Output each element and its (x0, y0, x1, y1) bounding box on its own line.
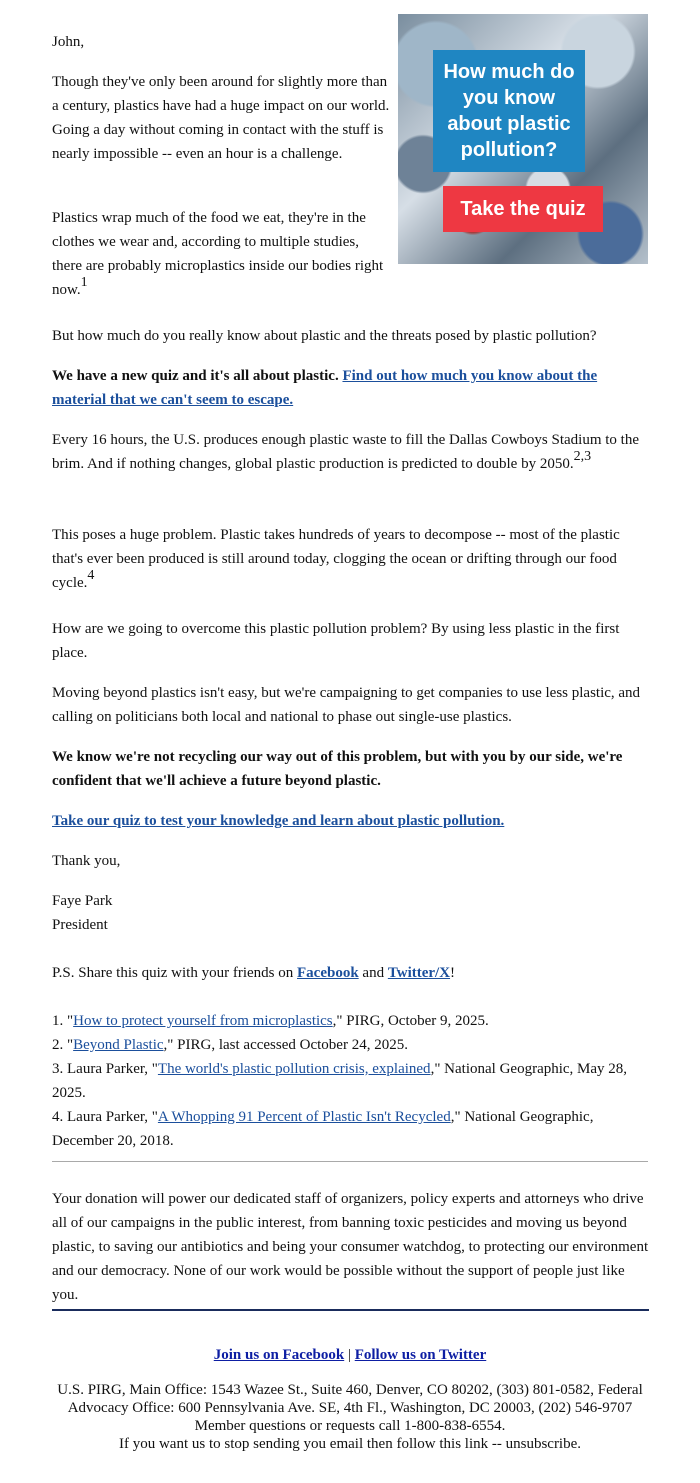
footer-divider (52, 1309, 649, 1311)
ps-and: and (362, 965, 385, 981)
paragraph-plastics-wrap (52, 206, 392, 302)
paragraph-intro: Though they've only been around for slightly more than a century, plastics have had a huge impact on our world. Going a day without coming in contact with the stuff is nearly impossible -- even an hour is a challenge. (52, 74, 390, 162)
reference-prefix: 3. Laura Parker, " (52, 1061, 158, 1077)
paragraph-overcome: How are we going to overcome this plastic pollution problem? By using less plastic in the first place. (52, 621, 620, 661)
paragraph-recycling: We know we're not recycling our way out of this problem, but with you by our side, we're confident that we'll achieve a future beyond plastic. (52, 749, 623, 789)
take-quiz-link[interactable]: Take our quiz to test your knowledge and learn about plastic pollution. (52, 813, 505, 829)
quiz-promo-image[interactable] (398, 14, 648, 264)
ps-suffix: ! (450, 965, 456, 981)
paragraph-decompose-text: This poses a huge problem. Plastic takes hundreds of years to decompose -- most of the plastic that's ever been produced is still around today, clogging the ocean or drifting through our food cycle. (52, 527, 620, 591)
promo-question: How much do you know about plastic pollution? (433, 50, 585, 172)
reference-prefix: 4. Laura Parker, " (52, 1109, 158, 1125)
reference-link-4[interactable]: A Whopping 91 Percent of Plastic Isn't Recycled (157, 1109, 451, 1125)
divider (52, 1161, 648, 1162)
footer-facebook-link[interactable]: Join us on Facebook (213, 1347, 345, 1363)
reference-suffix: ," National Geographic, December 20, 2018. (52, 1109, 594, 1149)
new-quiz-bold: We have a new quiz and it's all about plastic. (52, 368, 339, 384)
greeting: John, (52, 34, 85, 50)
reference-link-2[interactable]: Beyond Plastic (73, 1037, 164, 1053)
signer-title: President (52, 917, 108, 933)
reference-prefix: 2. " (52, 1037, 74, 1053)
ps-facebook-link[interactable]: Facebook (297, 965, 359, 981)
footer-separator: | (347, 1347, 351, 1363)
footer-unsubscribe[interactable]: If you want us to stop sending you email then follow this link -- unsubscribe. (118, 1436, 582, 1452)
paragraph-plastics-wrap-text: Plastics wrap much of the food we eat, they're in the clothes we wear and, according to multiple studies, there are probably microplastics inside our bodies right now. (52, 210, 384, 298)
reference-suffix: ," PIRG, October 9, 2025. (332, 1013, 489, 1029)
donation-text: Your donation will power our dedicated staff of organizers, policy experts and attorneys who drive all of our campaigns in the public interest, from banning toxic pesticides and moving us beyond plastic, to saving our antibiotics and being your consumer watchdog, to protecting our environment and our democracy. None of our work would be possible without the support of people just like you. (52, 1191, 649, 1303)
footer-twitter-link[interactable]: Follow us on Twitter (354, 1347, 487, 1363)
paragraph-stadium (52, 428, 649, 476)
find-out-link[interactable]: Find out how much you know about the material that we can't seem to escape. (52, 368, 598, 408)
reference-item (52, 1057, 649, 1105)
signer-name: Faye Park (52, 893, 113, 909)
paragraph-decompose (52, 523, 649, 595)
reference-prefix: 1. " (52, 1013, 74, 1029)
reference-link-3[interactable]: The world's plastic pollution crisis, explained (157, 1061, 431, 1077)
reference-suffix: ," National Geographic, May 28, 2025. (52, 1061, 628, 1101)
paragraph-stadium-text: Every 16 hours, the U.S. produces enough plastic waste to fill the Dallas Cowboys Stadium to the brim. And if nothing changes, global plastic production is predicted to double by 2050. (52, 432, 639, 472)
references-list (52, 1009, 649, 1153)
paragraph-quiz-cta (52, 809, 649, 833)
footnote-2-3: 2,3 (573, 449, 592, 464)
footnote-1: 1 (80, 275, 88, 290)
paragraph-new-quiz (52, 364, 649, 412)
reference-item (52, 1105, 649, 1153)
signoff: Thank you, (52, 853, 121, 869)
postscript (52, 961, 649, 985)
reference-item (52, 1033, 649, 1057)
ps-prefix: P.S. Share this quiz with your friends on (52, 965, 294, 981)
footer-social-links (0, 1343, 700, 1367)
take-quiz-button[interactable]: Take the quiz (443, 186, 603, 232)
footer-info (50, 1381, 650, 1453)
footer-member: Member questions or requests call 1-800-838-6554. (194, 1418, 506, 1434)
footnote-4: 4 (87, 568, 95, 583)
ps-twitter-link[interactable]: Twitter/X (387, 965, 451, 981)
reference-item (52, 1009, 649, 1033)
paragraph-campaigning: Moving beyond plastics isn't easy, but we're campaigning to get companies to use less plastic, and calling on politicians both local and national to phase out single-use plastics. (52, 685, 641, 725)
reference-link-1[interactable]: How to protect yourself from microplastics (73, 1013, 333, 1029)
footer-address: U.S. PIRG, Main Office: 1543 Wazee St., Suite 460, Denver, CO 80202, (303) 801-0582, Federal Advocacy Office: 600 Pennsylvania Ave. SE, 4th Fl., Washington, DC 20003, (202) 546-9707 (57, 1382, 643, 1416)
reference-suffix: ," PIRG, last accessed October 24, 2025. (163, 1037, 408, 1053)
paragraph-question: But how much do you really know about plastic and the threats posed by plastic pollution? (52, 328, 597, 344)
